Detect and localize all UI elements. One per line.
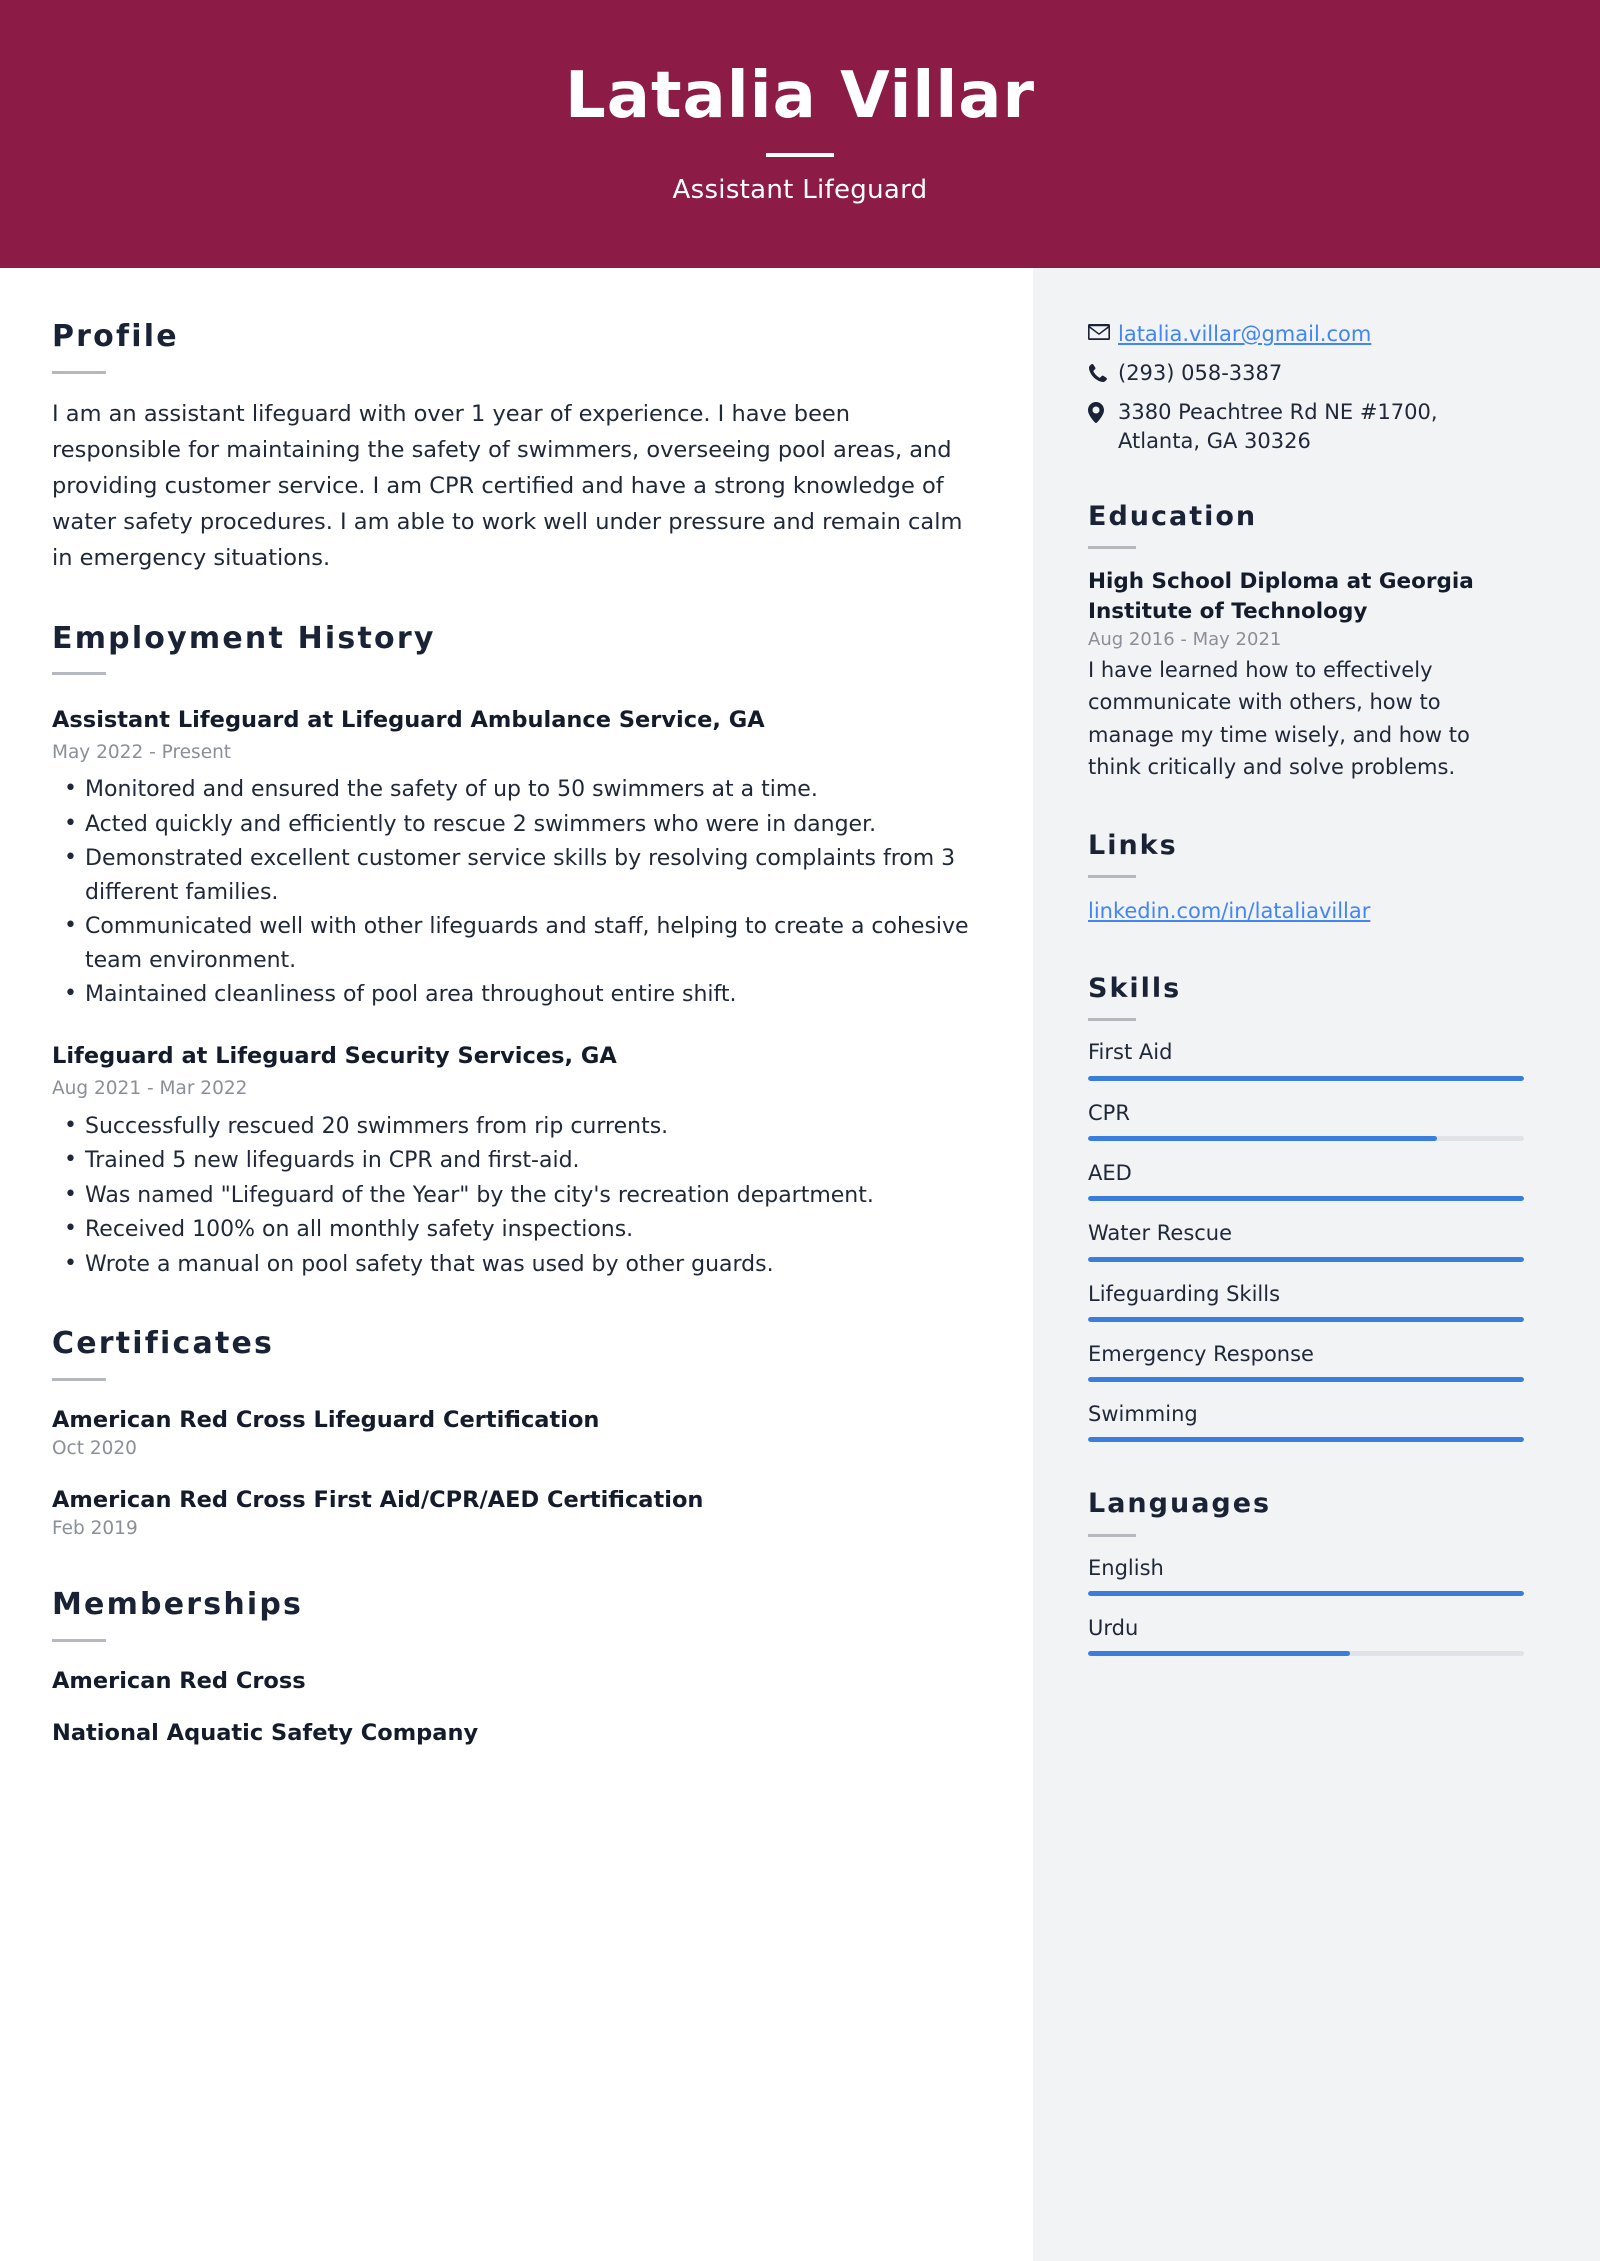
certificate-title: American Red Cross Lifeguard Certification <box>52 1406 600 1433</box>
education-heading-rule <box>1088 546 1136 549</box>
language-bar-fill <box>1088 1591 1524 1596</box>
skills-heading-rule <box>1088 1018 1136 1021</box>
membership-title: National Aquatic Safety Company <box>52 1719 479 1746</box>
links-heading: Links <box>1088 829 1178 861</box>
certificate-entry <box>52 1487 981 1542</box>
skill-item <box>1088 1220 1524 1261</box>
skill-item <box>1088 1341 1524 1382</box>
membership-entry <box>52 1720 981 1746</box>
section-employment-history <box>52 622 981 1282</box>
candidate-job-title: Assistant Lifeguard <box>672 174 928 205</box>
resume-body <box>0 268 1600 2261</box>
header-divider <box>766 153 834 157</box>
employment-entry-bullets <box>52 773 981 1011</box>
contact-details <box>1088 320 1524 457</box>
profile-heading: Profile <box>52 319 179 354</box>
skill-bar-track <box>1088 1196 1524 1201</box>
section-languages <box>1088 1488 1524 1656</box>
profile-text: I am an assistant lifeguard with over 1 year of experience. I have been responsible for maintaining the safety of swimmers, overseeing pool areas, and providing customer service. I am CPR certified and have a strong knowledge of water safety procedures. I am able to work well under pressure and remain calm in emergency situations. <box>52 400 963 571</box>
contact-phone-row <box>1088 359 1524 389</box>
list-item: • Maintained cleanliness of pool area throughout entire shift. <box>52 978 981 1011</box>
skills-heading: Skills <box>1088 973 1182 1005</box>
sidebar-column <box>1033 268 1600 2261</box>
skill-label: AED <box>1088 1160 1132 1185</box>
education-entry-title: High School Diploma at Georgia Institute of Technology <box>1088 569 1474 624</box>
language-label: English <box>1088 1555 1164 1580</box>
skill-bar-track <box>1088 1317 1524 1322</box>
languages-list <box>1088 1555 1524 1657</box>
skill-bar-track <box>1088 1257 1524 1262</box>
language-item <box>1088 1615 1524 1656</box>
skill-bar-fill <box>1088 1377 1524 1382</box>
email-link[interactable]: latalia.villar@gmail.com <box>1118 322 1372 346</box>
employment-heading-rule <box>52 672 106 675</box>
certificate-entry <box>52 1407 981 1462</box>
employment-entry-bullets <box>52 1110 981 1281</box>
list-item: • Was named "Lifeguard of the Year" by the city's recreation department. <box>52 1179 981 1212</box>
list-item: • Acted quickly and efficiently to rescue 2 swimmers who were in danger. <box>52 808 981 841</box>
location-pin-icon <box>1088 398 1118 423</box>
list-item: • Demonstrated excellent customer service skills by resolving complaints from 3 different families. <box>52 842 981 909</box>
employment-entry-date: Aug 2021 - Mar 2022 <box>52 1077 248 1099</box>
language-bar-track <box>1088 1591 1524 1596</box>
skill-bar-fill <box>1088 1317 1524 1322</box>
membership-title: American Red Cross <box>52 1667 306 1694</box>
skill-item <box>1088 1281 1524 1322</box>
main-column <box>0 268 1033 2261</box>
skills-list <box>1088 1039 1524 1442</box>
skill-bar-fill <box>1088 1076 1524 1081</box>
address-line-2: Atlanta, GA 30326 <box>1118 429 1311 454</box>
section-profile <box>52 320 981 576</box>
certificates-heading-rule <box>52 1378 106 1381</box>
linkedin-link[interactable]: linkedin.com/in/lataliavillar <box>1088 898 1371 923</box>
list-item: • Trained 5 new lifeguards in CPR and first-aid. <box>52 1144 981 1177</box>
education-entry <box>1088 567 1524 784</box>
education-heading: Education <box>1088 501 1258 533</box>
section-memberships <box>52 1588 981 1746</box>
education-entry-text: I have learned how to effectively communicate with others, how to manage my time wisely, and how to think critically and solve problems. <box>1088 657 1470 780</box>
language-bar-track <box>1088 1651 1524 1656</box>
skill-bar-fill <box>1088 1257 1524 1262</box>
language-bar-fill <box>1088 1651 1350 1656</box>
skill-label: Water Rescue <box>1088 1221 1233 1246</box>
language-label: Urdu <box>1088 1615 1139 1640</box>
languages-heading-rule <box>1088 1534 1136 1537</box>
skill-bar-fill <box>1088 1136 1437 1141</box>
list-item: • Received 100% on all monthly safety inspections. <box>52 1213 981 1246</box>
list-item: • Monitored and ensured the safety of up to 50 swimmers at a time. <box>52 773 981 806</box>
employment-heading: Employment History <box>52 620 436 656</box>
list-item: • Communicated well with other lifeguards and staff, helping to create a cohesive team environment. <box>52 910 981 977</box>
links-heading-rule <box>1088 875 1136 878</box>
certificate-date: Feb 2019 <box>52 1518 138 1540</box>
membership-entry <box>52 1668 981 1694</box>
candidate-name: Latalia Villar <box>564 59 1036 134</box>
section-education <box>1088 501 1524 784</box>
memberships-heading-rule <box>52 1639 106 1642</box>
skill-item <box>1088 1100 1524 1141</box>
skill-item <box>1088 1039 1524 1080</box>
certificate-title: American Red Cross First Aid/CPR/AED Certification <box>52 1487 704 1514</box>
address <box>1118 398 1438 458</box>
profile-heading-rule <box>52 371 106 374</box>
education-entry-date: Aug 2016 - May 2021 <box>1088 628 1282 650</box>
contact-email-row[interactable] <box>1088 320 1524 350</box>
employment-entry-date: May 2022 - Present <box>52 741 232 763</box>
skill-label: First Aid <box>1088 1040 1173 1065</box>
skill-bar-fill <box>1088 1437 1524 1442</box>
skill-label: Swimming <box>1088 1402 1198 1427</box>
section-skills <box>1088 973 1524 1442</box>
phone-number: (293) 058-3387 <box>1118 360 1283 385</box>
language-item <box>1088 1555 1524 1596</box>
skill-bar-track <box>1088 1377 1524 1382</box>
address-line-1: 3380 Peachtree Rd NE #1700, <box>1118 399 1438 424</box>
section-certificates <box>52 1327 981 1542</box>
certificates-heading: Certificates <box>52 1326 275 1362</box>
skill-label: Lifeguarding Skills <box>1088 1281 1281 1306</box>
skill-bar-track <box>1088 1136 1524 1141</box>
link-row <box>1088 896 1524 928</box>
languages-heading: Languages <box>1088 1488 1272 1520</box>
skill-item <box>1088 1160 1524 1201</box>
list-item: • Wrote a manual on pool safety that was used by other guards. <box>52 1248 981 1281</box>
resume-header <box>0 0 1600 268</box>
employment-entry-title: Lifeguard at Lifeguard Security Services, GA <box>52 1043 617 1070</box>
envelope-icon <box>1088 320 1118 341</box>
skill-label: CPR <box>1088 1100 1130 1125</box>
skill-bar-track <box>1088 1437 1524 1442</box>
memberships-heading: Memberships <box>52 1587 304 1623</box>
skill-item <box>1088 1401 1524 1442</box>
skill-label: Emergency Response <box>1088 1341 1314 1366</box>
employment-entry-title: Assistant Lifeguard at Lifeguard Ambulance Service, GA <box>52 707 765 733</box>
phone-icon <box>1088 359 1118 383</box>
skill-bar-fill <box>1088 1196 1524 1201</box>
skill-bar-track <box>1088 1076 1524 1081</box>
contact-address-row <box>1088 398 1524 458</box>
section-links <box>1088 830 1524 928</box>
employment-entry <box>52 705 981 1011</box>
certificate-date: Oct 2020 <box>52 1437 137 1459</box>
list-item: • Successfully rescued 20 swimmers from rip currents. <box>52 1110 981 1143</box>
employment-entry <box>52 1041 981 1281</box>
